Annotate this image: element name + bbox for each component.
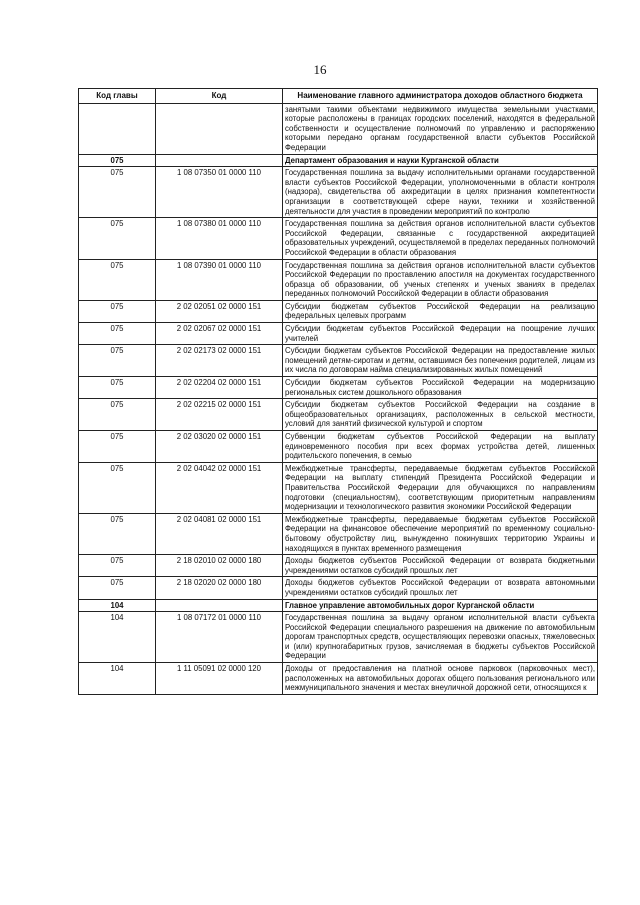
table-row (79, 431, 598, 463)
name-cell: Субсидии бюджетам субъектов Российской Федерации на создание в общеобразовательных организациях, расположенных в сельской местности, условий для занятий физической культурой и спортом (283, 399, 598, 431)
chapter-code-cell: 075 (79, 431, 156, 463)
section-row (79, 154, 598, 167)
header-code: Код (156, 89, 283, 104)
table-header-row (79, 89, 598, 104)
header-name: Наименование главного администратора доходов областного бюджета (283, 89, 598, 104)
table-row (79, 323, 598, 345)
header-chapter-code: Код главы (79, 89, 156, 104)
code-cell: 2 18 02020 02 0000 180 (156, 577, 283, 599)
name-cell: Доходы от предоставления на платной основе парковок (парковочных мест), расположенных на автомобильных дорогах общего пользования регионального или межмуниципального значения и местах внеуличной дорожной сети, относящихся к (283, 663, 598, 695)
chapter-code-cell: 104 (79, 663, 156, 695)
code-cell: 2 02 04042 02 0000 151 (156, 462, 283, 513)
name-cell: Субвенции бюджетам субъектов Российской Федерации на выплату единовременного пособия при всех формах устройства детей, лишенных родительского попечения, в семью (283, 431, 598, 463)
chapter-code-cell: 075 (79, 300, 156, 322)
chapter-code-cell: 075 (79, 167, 156, 218)
table-row (79, 555, 598, 577)
chapter-code-cell (79, 103, 156, 154)
page-number: 16 (313, 62, 327, 77)
table-row (79, 612, 598, 663)
name-cell: Государственная пошлина за выдачу исполнительными органами государственной власти субъектов Российской Федерации, уполномоченными в области контроля (надзора), свидетельства об аккредитации в целях признания компетентности организации в соответствующей сфере науки, техники и хозяйственной деятельности для участия в проведении мероприятий по контролю (283, 167, 598, 218)
name-cell: Субсидии бюджетам субъектов Российской Федерации на реализацию федеральных целевых программ (283, 300, 598, 322)
code-cell: 1 08 07172 01 0000 110 (156, 612, 283, 663)
code-cell: 1 11 05091 02 0000 120 (156, 663, 283, 695)
chapter-code-cell: 075 (79, 462, 156, 513)
code-cell: 2 02 02051 02 0000 151 (156, 300, 283, 322)
code-cell: 2 02 04081 02 0000 151 (156, 513, 283, 554)
chapter-code-cell: 075 (79, 377, 156, 399)
name-cell: занятыми такими объектами недвижимого имущества земельными участками, которые расположены в границах городских поселений, находятся в федеральной собственности и осуществление полномочий по управлению и распоряжению которыми передано органам государственной власти субъектов Российской Федерации (283, 103, 598, 154)
chapter-code-cell: 104 (79, 612, 156, 663)
name-cell: Межбюджетные трансферты, передаваемые бюджетам субъектов Российской Федерации на выплату стипендий Президента Российской Федерации и Правительства Российской Федерации для обучающихся по направлениям подготовки (специальностям), соответствующим приоритетным направлениям модернизации и технологического развития экономики Российской Федерации (283, 462, 598, 513)
table-row (79, 345, 598, 377)
chapter-code-cell: 075 (79, 399, 156, 431)
section-row (79, 599, 598, 612)
table-row (79, 300, 598, 322)
name-cell: Главное управление автомобильных дорог Курганской области (283, 599, 598, 612)
code-cell: 1 08 07390 01 0000 110 (156, 259, 283, 300)
code-cell: 2 02 02173 02 0000 151 (156, 345, 283, 377)
table-row (79, 167, 598, 218)
table-row (79, 377, 598, 399)
table-row (79, 218, 598, 259)
chapter-code-cell: 075 (79, 218, 156, 259)
code-cell (156, 103, 283, 154)
name-cell: Доходы бюджетов субъектов Российской Федерации от возврата автономными учреждениями остатков субсидий прошлых лет (283, 577, 598, 599)
revenue-administrators-table (78, 88, 598, 695)
name-cell: Субсидии бюджетам субъектов Российской Федерации на предоставление жилых помещений детям-сиротам и детям, оставшимся без попечения родителей, лицам из их числа по договорам найма специализированных жилых помещений (283, 345, 598, 377)
table-row (79, 462, 598, 513)
name-cell: Субсидии бюджетам субъектов Российской Федерации на поощрение лучших учителей (283, 323, 598, 345)
code-cell: 1 08 07350 01 0000 110 (156, 167, 283, 218)
code-cell: 1 08 07380 01 0000 110 (156, 218, 283, 259)
name-cell: Межбюджетные трансферты, передаваемые бюджетам субъектов Российской Федерации на финансовое обеспечение мероприятий по временному социально-бытовому обустройству лиц, вынужденно покинувших территорию Украины и находящихся в пунктах временного размещения (283, 513, 598, 554)
chapter-code-cell: 075 (79, 577, 156, 599)
name-cell: Департамент образования и науки Курганской области (283, 154, 598, 167)
chapter-code-cell: 104 (79, 599, 156, 612)
chapter-code-cell: 075 (79, 345, 156, 377)
name-cell: Государственная пошлина за действия органов исполнительной власти субъектов Российской Федерации по проставлению апостиля на документах государственного образца об образовании, об ученых степенях и ученых званиях в пределах переданных полномочий Российской Федерации в области образования (283, 259, 598, 300)
chapter-code-cell: 075 (79, 154, 156, 167)
table-row (79, 103, 598, 154)
name-cell: Субсидии бюджетам субъектов Российской Федерации на модернизацию региональных систем дошкольного образования (283, 377, 598, 399)
chapter-code-cell: 075 (79, 259, 156, 300)
code-cell: 2 02 02204 02 0000 151 (156, 377, 283, 399)
code-cell (156, 599, 283, 612)
code-cell: 2 02 03020 02 0000 151 (156, 431, 283, 463)
chapter-code-cell: 075 (79, 555, 156, 577)
name-cell: Доходы бюджетов субъектов Российской Федерации от возврата бюджетными учреждениями остатков субсидий прошлых лет (283, 555, 598, 577)
table-row (79, 513, 598, 554)
code-cell (156, 154, 283, 167)
table-row (79, 663, 598, 695)
code-cell: 2 18 02010 02 0000 180 (156, 555, 283, 577)
name-cell: Государственная пошлина за выдачу органом исполнительной власти субъекта Российской Федерации специального разрешения на движение по автомобильным дорогам транспортных средств, осуществляющих перевозки опасных, тяжеловесных и (или) крупногабаритных грузов, зачисляемая в бюджеты субъектов Российской Федерации (283, 612, 598, 663)
name-cell: Государственная пошлина за действия органов исполнительной власти субъектов Российской Федерации, связанные с государственной аккредитацией образовательных учреждений, осуществляемой в пределах переданных полномочий Российской Федерации в области образования (283, 218, 598, 259)
chapter-code-cell: 075 (79, 513, 156, 554)
table-body (79, 103, 598, 694)
table-row (79, 259, 598, 300)
code-cell: 2 02 02215 02 0000 151 (156, 399, 283, 431)
chapter-code-cell: 075 (79, 323, 156, 345)
code-cell: 2 02 02067 02 0000 151 (156, 323, 283, 345)
table-row (79, 399, 598, 431)
table-row (79, 577, 598, 599)
